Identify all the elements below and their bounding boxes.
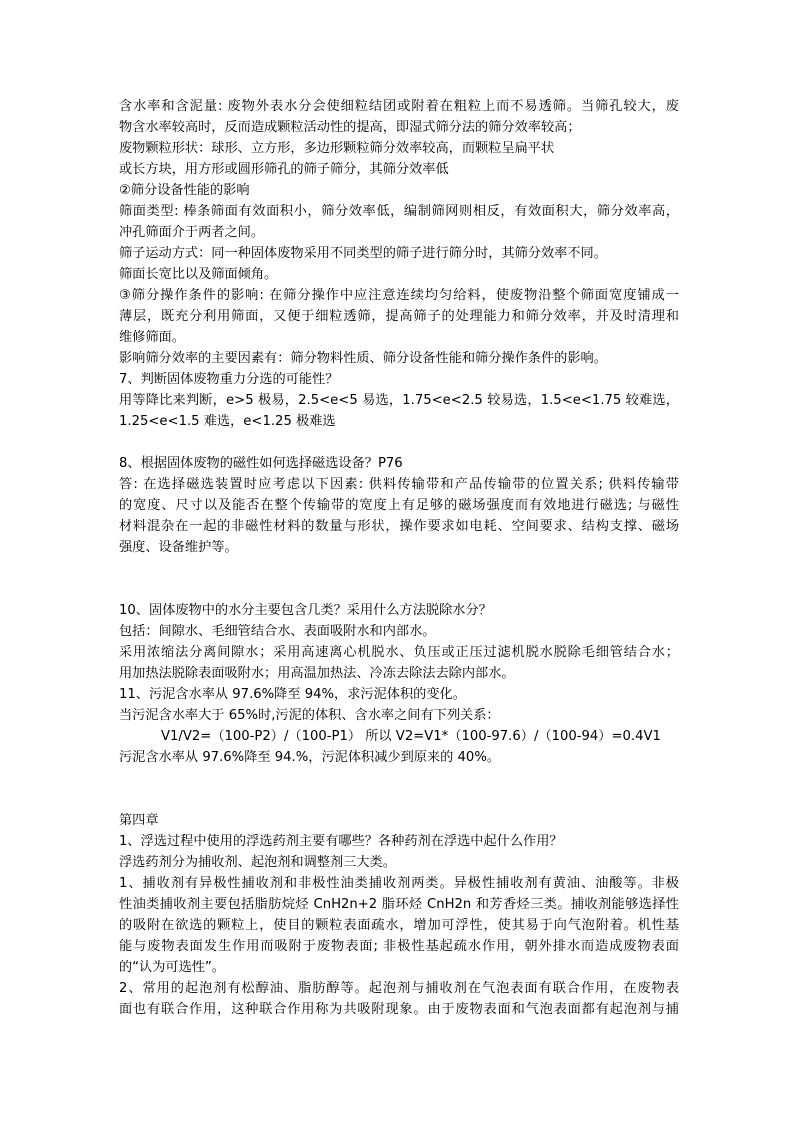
text-line: 用等降比来判断，e>5 极易，2.5<e<5 易选，1.75<e<2.5 较易选，1.5<e<1.75 较难选， — [119, 393, 679, 408]
text-line: 筛子运动方式：同一种固体废物采用不同类型的筛子进行筛分时，其筛分效率不同。 — [119, 246, 607, 261]
text-line: 强度、设备维护等。 — [119, 540, 238, 555]
text-line: 薄层，既充分利用筛面，又便于细粒透筛，提高筛子的处理能力和筛分效率，并及时清理和 — [119, 309, 679, 324]
text-line: 含水率和含泥量: 废物外表水分会使细粒结团或附着在粗粒上而不易透筛。当筛孔较大，废 — [119, 99, 679, 114]
text-line: 1.25<e<1.5 难选，e<1.25 极难选 — [119, 414, 336, 429]
text-line: V1/V2=（100-P2）/（100-P1） 所以 V2=V1*（100-97.6）/（100-94）=0.4V1 — [161, 729, 661, 744]
text-line: 筛面类型: 棒条筛面有效面积小，筛分效率低，编制筛网则相反，有效面积大，筛分效率高， — [119, 204, 679, 219]
text-line: 筛面长宽比以及筛面倾角。 — [119, 267, 278, 282]
text-line: 10、固体废物中的水分主要包含几类？采用什么方法脱除水分？ — [119, 603, 492, 618]
text-line: 材料混杂在一起的非磁性材料的数量与形状，操作要求如电耗、空间要求、结构支撑、磁场 — [119, 519, 679, 534]
text-line: 物含水率较高时，反而造成颗粒活动性的提高，即湿式筛分法的筛分效率较高； — [119, 120, 581, 135]
text-line: 1、捕收剂有异极性捕收剂和非极性油类捕收剂两类。异极性捕收剂有黄油、油酸等。非极 — [119, 876, 679, 891]
text-line: 面也有联合作用，这种联合作用称为共吸附现象。由于废物表面和气泡表面都有起泡剂与捕 — [119, 1002, 679, 1017]
paragraph-spacer — [119, 768, 679, 810]
text-line: 11、污泥含水率从 97.6%降至 94%，求污泥体积的变化。 — [119, 687, 466, 702]
paragraph-spacer — [119, 432, 679, 453]
text-line: 维修筛面。 — [119, 330, 185, 345]
text-line: 能与废物表面发生作用而吸附于废物表面; 非极性基起疏水作用，朝外排水而造成废物表面 — [119, 939, 679, 954]
text-line: 包括：间隙水、毛细管结合水、表面吸附水和内部水。 — [119, 624, 436, 639]
text-line: 第四章 — [119, 813, 159, 828]
text-line: 的“认为可选性”。 — [119, 960, 225, 975]
text-line: 当污泥含水率大于 65%时,污泥的体积、含水率之间有下列关系： — [119, 708, 500, 723]
text-line: 1、浮选过程中使用的浮选药剂主要有哪些？各种药剂在浮选中起什么作用？ — [119, 834, 563, 849]
text-line: 的宽度、尺寸以及能否在整个传输带的宽度上有足够的磁场强度而有效地进行磁选; 与磁性 — [119, 498, 679, 513]
document-body — [119, 96, 679, 1020]
text-line: 2、常用的起泡剂有松醇油、脂肪醇等。起泡剂与捕收剂在气泡表面有联合作用，在废物表 — [119, 981, 679, 996]
text-line: 废物颗粒形状：球形、立方形，多边形颗粒筛分效率较高，而颗粒呈扁平状 — [119, 141, 555, 156]
text-line: 影响筛分效率的主要因素有：筛分物料性质、筛分设备性能和筛分操作条件的影响。 — [119, 351, 607, 366]
text-line: 用加热法脱除表面吸附水；用高温加热法、冷冻去除法去除内部水。 — [119, 666, 515, 681]
text-line: 或长方块，用方形或圆形筛孔的筛子筛分，其筛分效率低 — [119, 162, 449, 177]
text-line: 的吸附在欲选的颗粒上，使目的颗粒表面疏水，增加可浮性，使其易于向气泡附着。机性基 — [119, 918, 679, 933]
paragraph-spacer — [119, 558, 679, 600]
text-line: ③筛分操作条件的影响: 在筛分操作中应注意连续均匀给料，使废物沿整个筛面宽度铺成一 — [119, 288, 679, 303]
text-line: 采用浓缩法分离间隙水；采用高速离心机脱水、负压或正压过滤机脱水脱除毛细管结合水； — [119, 645, 679, 660]
text-line: 污泥含水率从 97.6%降至 94.%，污泥体积减少到原来的 40%。 — [119, 750, 501, 765]
text-line: 8、根据固体废物的磁性如何选择磁选设备？P76 — [119, 456, 403, 471]
text-line: 冲孔筛面介于两者之间。 — [119, 225, 265, 240]
text-line: 答: 在选择磁选装置时应考虑以下因素: 供料传输带和产品传输带的位置关系; 供料传输带 — [119, 477, 679, 492]
text-line: 浮选药剂分为捕收剂、起泡剂和调整剂三大类。 — [119, 855, 396, 870]
text-line: ②筛分设备性能的影响 — [119, 183, 250, 198]
text-line: 性油类捕收剂主要包括脂肪烷烃 CnH2n+2 脂环烃 CnH2n 和芳香烃三类。捕收剂能够选择性 — [119, 897, 679, 912]
text-line: 7、判断固体废物重力分选的可能性？ — [119, 372, 339, 387]
